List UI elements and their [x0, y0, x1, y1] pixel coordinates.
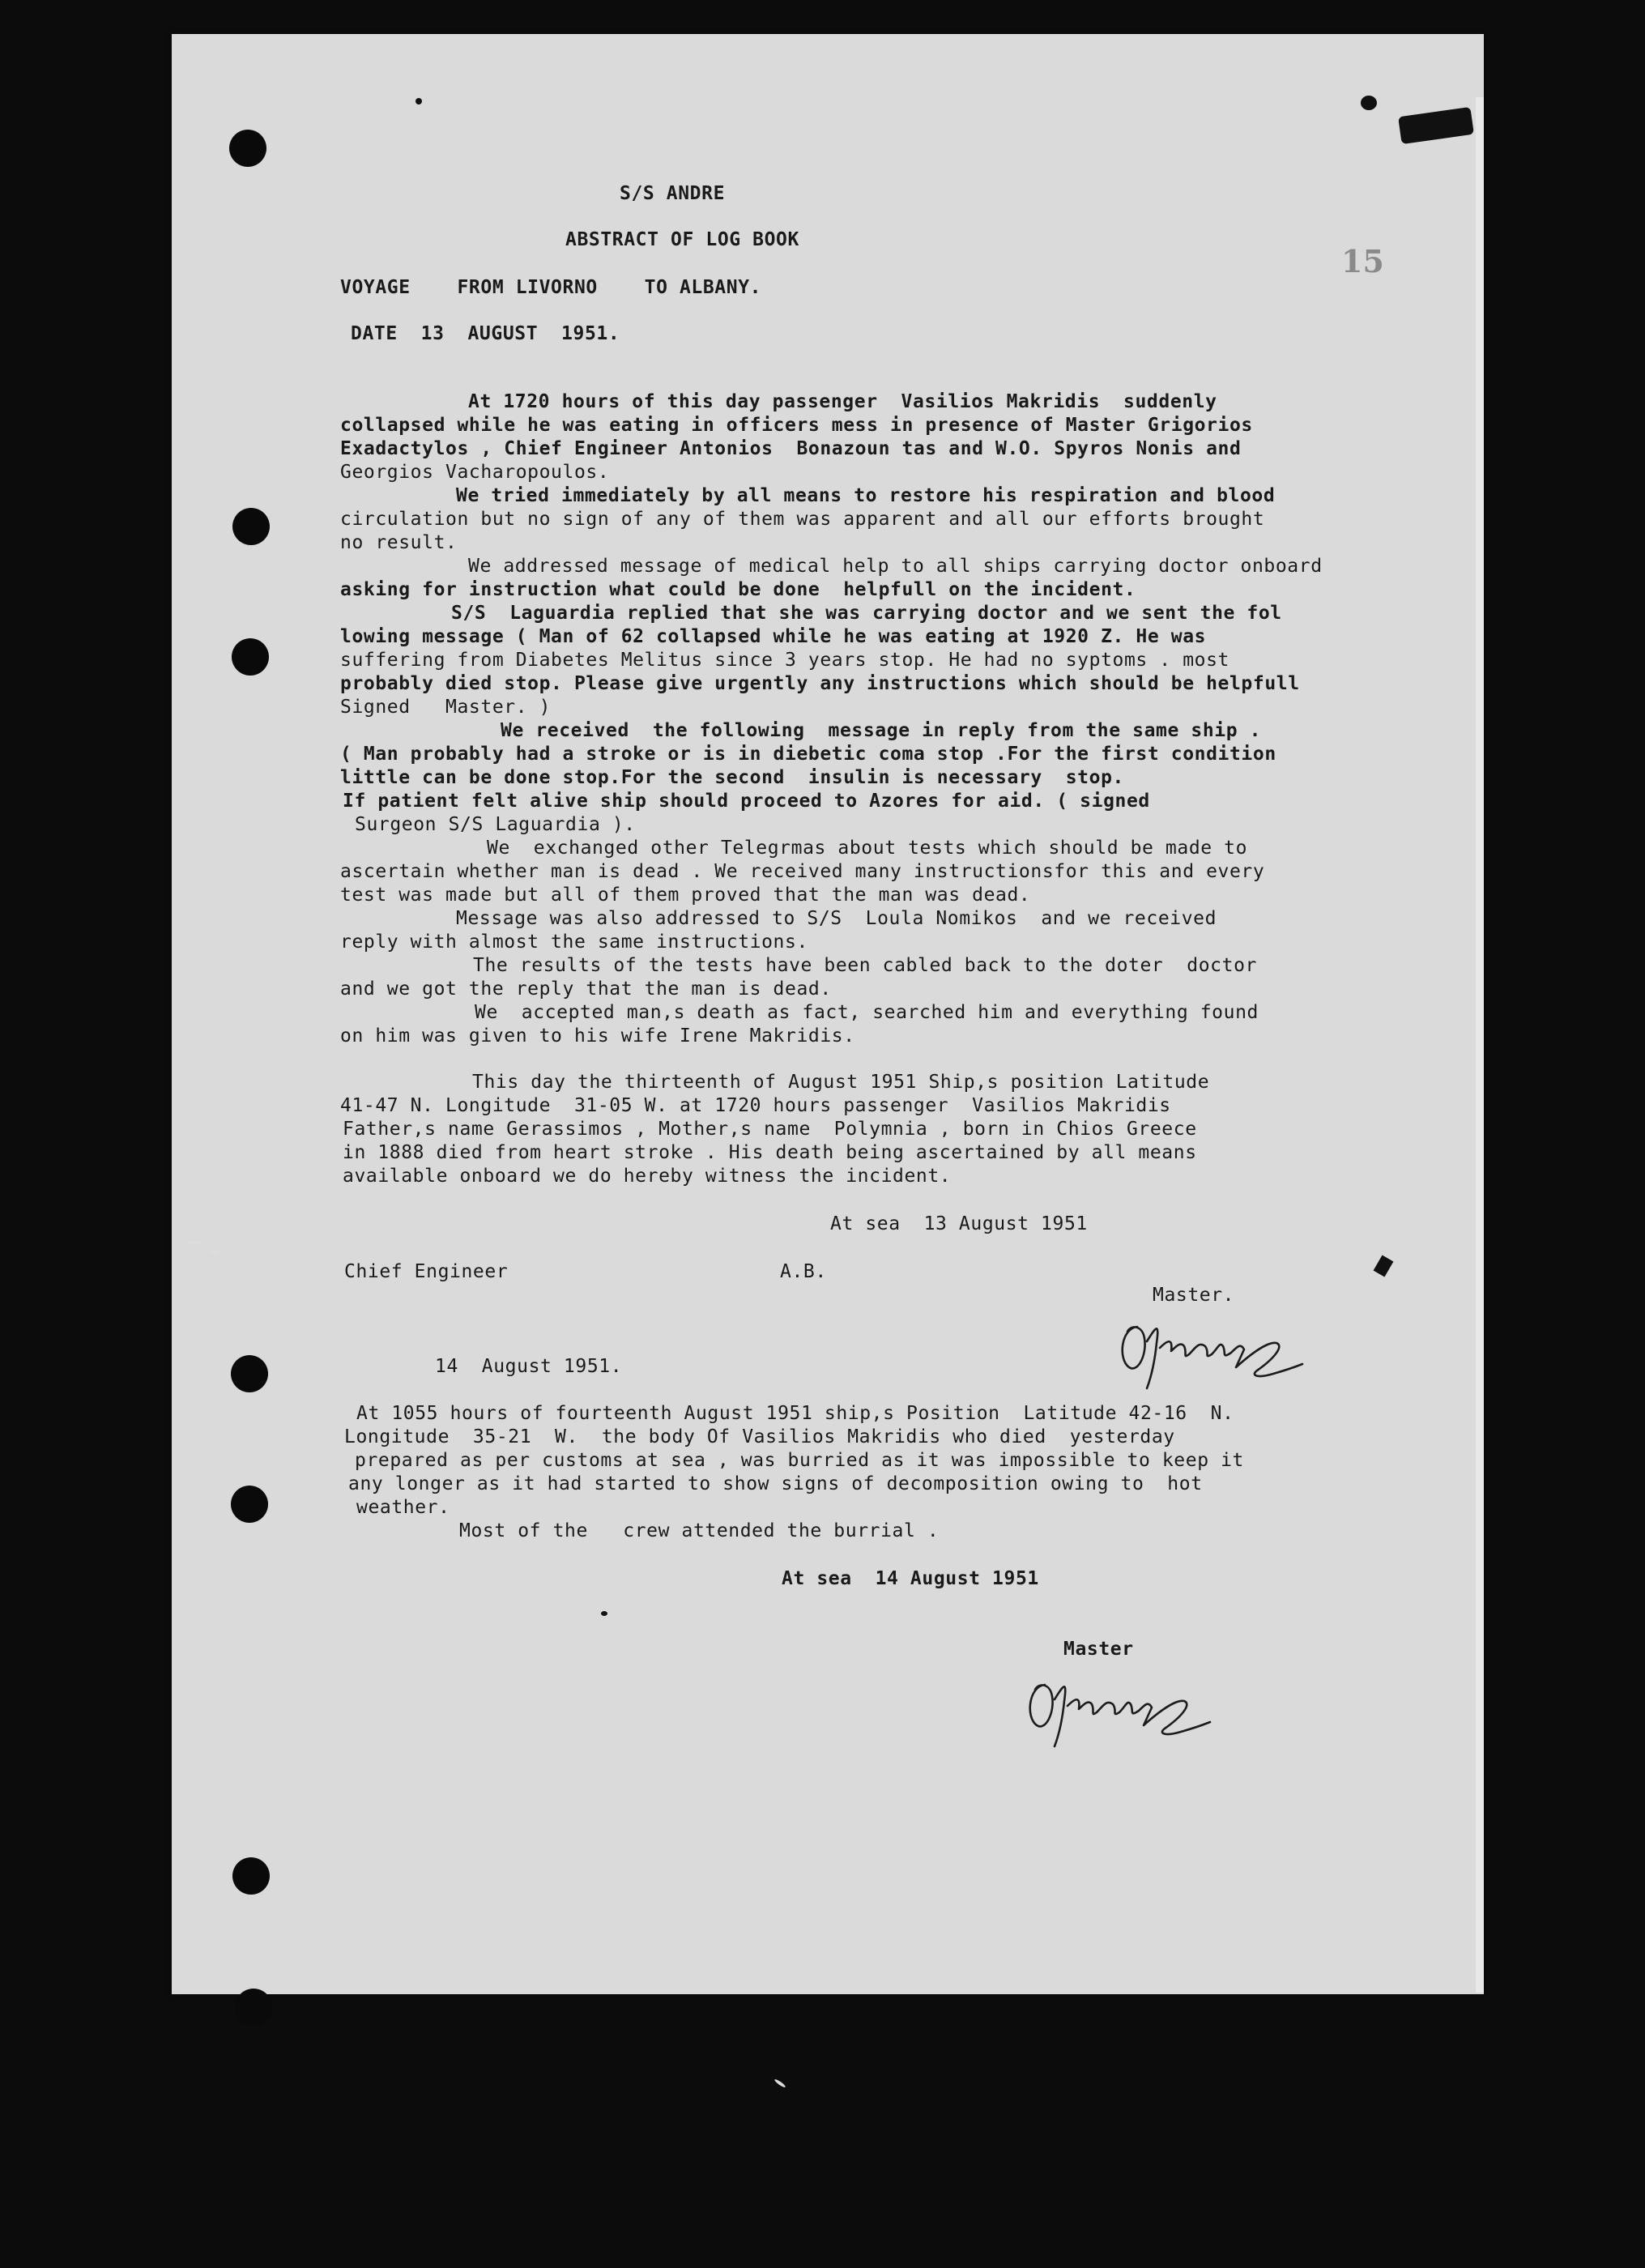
body-line: Father,s name Gerassimos , Mother,s name Polymnia , born in Chios Greece	[343, 1119, 1197, 1140]
body-line: The results of the tests have been cabled back to the doter doctor	[473, 955, 1257, 976]
body-line: At 1055 hours of fourteenth August 1951 ship,s Position Latitude 42-16 N.	[356, 1403, 1234, 1424]
speck	[211, 1249, 219, 1254]
body-line: ascertain whether man is dead . We received many instructionsfor this and every	[340, 861, 1265, 882]
chief-engineer-label: Chief Engineer	[344, 1261, 509, 1282]
ink-mark	[416, 98, 422, 104]
body-line: We received the following message in reply from the same ship .	[501, 720, 1262, 741]
punch-hole	[235, 1989, 272, 2026]
page-number: 15	[1341, 243, 1384, 279]
punch-hole	[232, 638, 269, 676]
date-14: 14 August 1951.	[435, 1356, 623, 1377]
body-line: Longitude 35-21 W. the body Of Vasilios Makridis who died yesterday	[344, 1426, 1175, 1447]
master-signature	[1114, 1311, 1325, 1400]
body-line: Signed Master. )	[340, 697, 552, 718]
body-line: We accepted man,s death as fact, searched him and everything found	[475, 1002, 1259, 1023]
document-title: ABSTRACT OF LOG BOOK	[565, 229, 799, 250]
body-line: and we got the reply that the man is dead.	[340, 978, 832, 1000]
at-sea-14: At sea 14 August 1951	[782, 1568, 1039, 1589]
master-signature	[1022, 1669, 1233, 1758]
body-line: test was made but all of them proved that the man was dead.	[340, 885, 1031, 906]
body-line: prepared as per customs at sea , was burried as it was impossible to keep it	[355, 1450, 1244, 1471]
ink-mark	[601, 1611, 607, 1616]
body-line: We tried immediately by all means to restore his respiration and blood	[456, 485, 1276, 506]
body-line: circulation but no sign of any of them was apparent and all our efforts brought	[340, 509, 1265, 530]
body-line: little can be done stop.For the second insulin is necessary stop.	[340, 767, 1124, 788]
master-label: Master	[1063, 1639, 1134, 1660]
speck	[186, 1241, 206, 1243]
body-line: Most of the crew attended the burrial .	[459, 1520, 940, 1541]
body-line: on him was given to his wife Irene Makridis.	[340, 1025, 855, 1047]
body-line: suffering from Diabetes Melitus since 3 years stop. He had no syptoms . most	[340, 650, 1229, 671]
body-line: If patient felt alive ship should proceed to Azores for aid. ( signed	[343, 791, 1150, 812]
punch-hole	[229, 130, 266, 167]
ab-label: A.B.	[780, 1261, 827, 1282]
body-line: We addressed message of medical help to all ships carrying doctor onboard	[468, 556, 1323, 577]
body-line: S/S Laguardia replied that she was carrying doctor and we sent the fol	[451, 603, 1282, 624]
body-line: Surgeon S/S Laguardia ).	[355, 814, 636, 835]
body-line: any longer as it had started to show signs of decomposition owing to hot	[348, 1473, 1203, 1494]
body-line: lowing message ( Man of 62 collapsed while he was eating at 1920 Z. He was	[340, 626, 1207, 647]
voyage-line: VOYAGE FROM LIVORNO TO ALBANY.	[340, 277, 762, 298]
punch-hole	[231, 1486, 268, 1523]
punch-hole	[231, 1355, 268, 1392]
body-line: ( Man probably had a stroke or is in diebetic coma stop .For the first condition	[340, 744, 1276, 765]
body-line: in 1888 died from heart stroke . His death being ascertained by all means	[343, 1142, 1197, 1163]
master-label: Master.	[1153, 1285, 1235, 1306]
body-line: At 1720 hours of this day passenger Vasilios Makridis suddenly	[468, 391, 1217, 412]
body-line: Exadactylos , Chief Engineer Antonios Bonazoun tas and W.O. Spyros Nonis and	[340, 438, 1242, 459]
date-line: DATE 13 AUGUST 1951.	[351, 323, 620, 344]
body-line: available onboard we do hereby witness the incident.	[343, 1166, 952, 1187]
speck	[773, 2078, 786, 2088]
punch-hole	[232, 1857, 270, 1895]
body-line: asking for instruction what could be done helpfull on the incident.	[340, 579, 1136, 600]
torn-corner-mark	[1361, 96, 1377, 110]
body-line: reply with almost the same instructions.	[340, 932, 808, 953]
body-line: 41-47 N. Longitude 31-05 W. at 1720 hours passenger Vasilios Makridis	[340, 1095, 1171, 1116]
body-line: We exchanged other Telegrmas about tests which should be made to	[487, 838, 1248, 859]
ship-name: S/S ANDRE	[620, 183, 726, 204]
at-sea-13: At sea 13 August 1951	[830, 1213, 1088, 1234]
body-line: collapsed while he was eating in officers mess in presence of Master Grigorios	[340, 415, 1253, 436]
sheet-edge	[1476, 97, 1484, 1993]
punch-hole	[232, 508, 270, 545]
body-line: Georgios Vacharopoulos.	[340, 462, 610, 483]
body-line: probably died stop. Please give urgently any instructions which should be helpfull	[340, 673, 1300, 694]
body-line: weather.	[356, 1497, 450, 1518]
body-line: This day the thirteenth of August 1951 Ship,s position Latitude	[472, 1072, 1210, 1093]
body-line: Message was also addressed to S/S Loula Nomikos and we received	[456, 908, 1217, 929]
body-line: no result.	[340, 532, 458, 553]
